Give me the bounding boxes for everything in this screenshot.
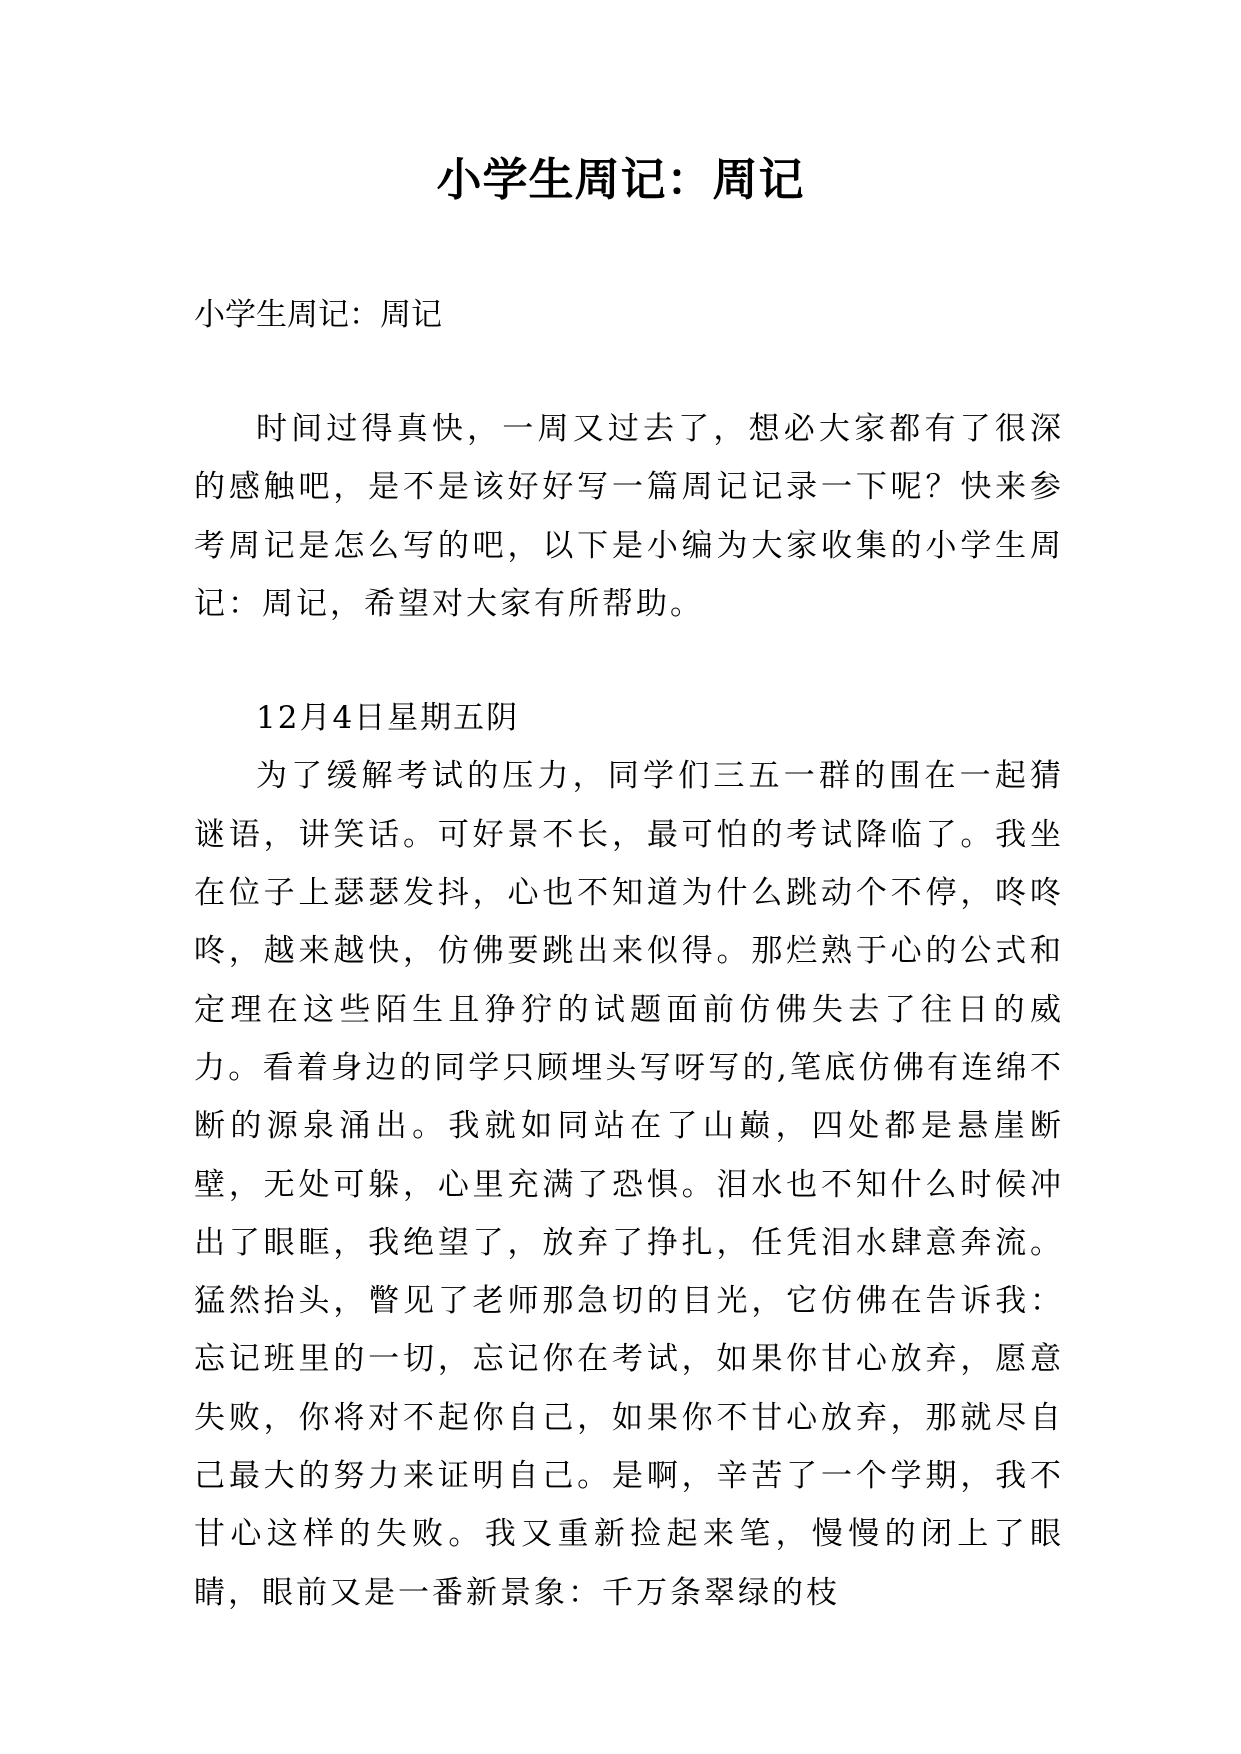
intro-paragraph: 时间过得真快，一周又过去了，想必大家都有了很深的感触吧，是不是该好好写一篇周记记录一下呢？快来参考周记是怎么写的吧，以下是小编为大家收集的小学生周记：周记，希望对大家有所帮助。 [194,411,1064,622]
document-subtitle: 小学生周记：周记 [194,297,442,333]
document-title: 小学生周记：周记 [436,153,805,206]
diary-date-line: 12月4日星期五阴 [256,700,520,737]
document-body [194,286,1064,1622]
diary-body-paragraph: 为了缓解考试的压力，同学们三五一群的围在一起猜谜语，讲笑话。可好景不长，最可怕的考试降临了。我坐在位子上瑟瑟发抖，心也不知道为什么跳动个不停，咚咚咚，越来越快，仿佛要跳出来似得。那烂熟于心的公式和定理在这些陌生且狰狞的试题面前仿佛失去了往日的威力。看着身边的同学只顾埋头写呀写的,笔底仿佛有连绵不断的源泉涌出。我就如同站在了山巅，四处都是悬崖断壁，无处可躲，心里充满了恐惧。泪水也不知什么时候冲出了眼眶，我绝望了，放弃了挣扎，任凭泪水肆意奔流。猛然抬头，瞥见了老师那急切的目光，它仿佛在告诉我：忘记班里的一切，忘记你在考试，如果你甘心放弃，愿意失败，你将对不起你自己，如果你不甘心放弃，那就尽自己最大的努力来证明自己。是啊，辛苦了一个学期，我不甘心这样的失败。我又重新捡起来笔，慢慢的闭上了眼睛，眼前又是一番新景象：千万条翠绿的枝 [194,758,1064,1611]
